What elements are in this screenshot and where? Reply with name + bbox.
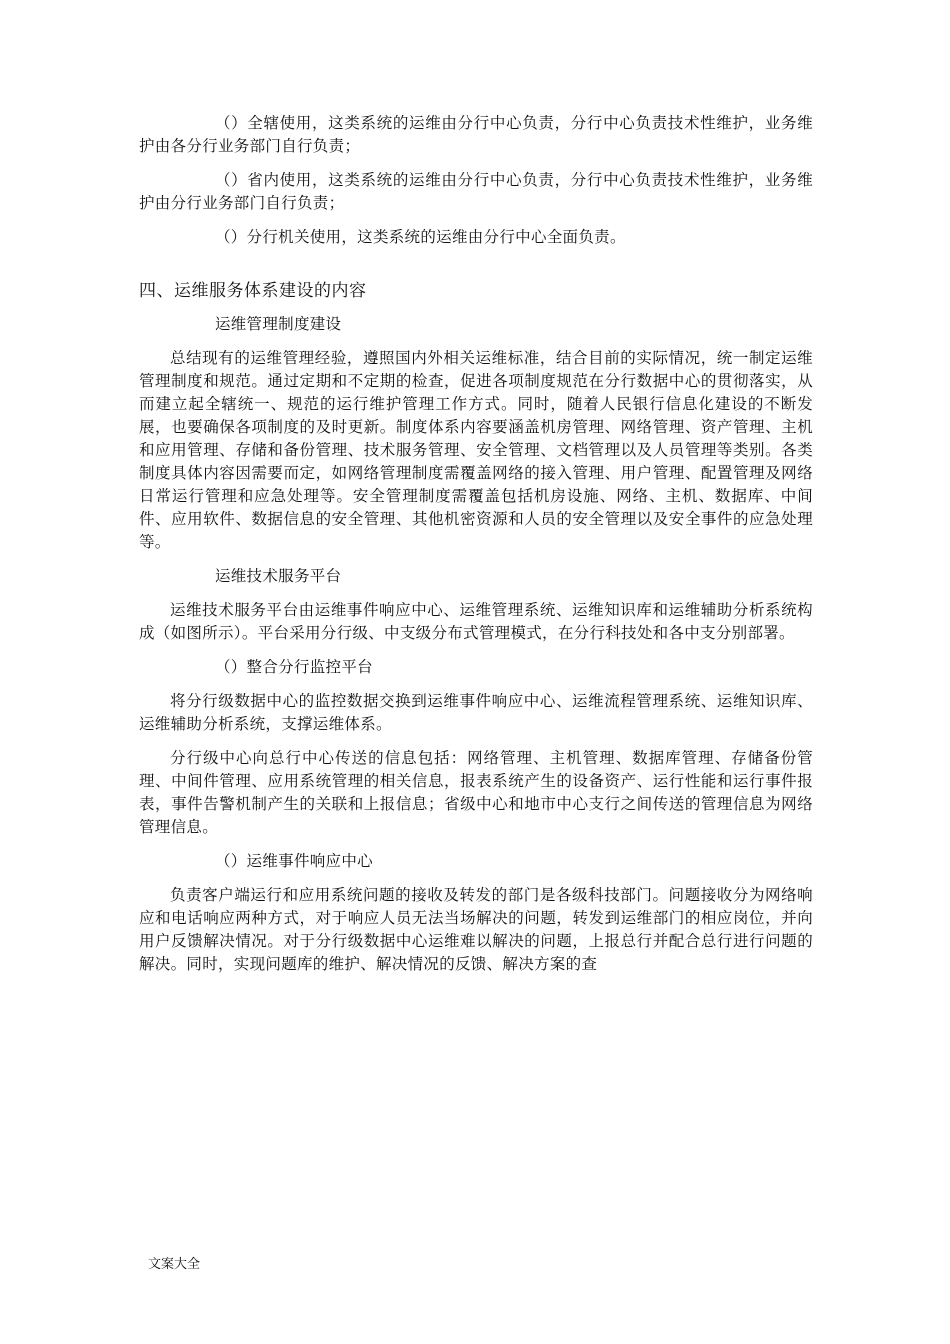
list-item-1: （）全辖使用，这类系统的运维由分行中心负责，分行中心负责技术性维护，业务维护由各分行业务部门自行负责；: [139, 114, 813, 155]
list-item-2: （）省内使用，这类系统的运维由分行中心负责，分行中心负责技术性维护，业务维护由分行业务部门自行负责；: [139, 171, 813, 212]
paragraph-info-transfer: 分行级中心向总行中心传送的信息包括：网络管理、主机管理、数据库管理、存储备份管理、中间件管理、应用系统管理的相关信息，报表系统产生的设备资产、运行性能和运行事件报表，事件告警机制产生的关联和上报信息；省级中心和地市中心支行之间传送的管理信息为网络管理信息。: [139, 749, 813, 836]
document-body: [139, 112, 813, 987]
subheading-management-system: 运维管理制度建设: [214, 315, 342, 333]
paragraph-event-response: 负责客户端运行和应用系统问题的接收及转发的部门是各级科技部门。问题接收分为网络响应和电话响应两种方式，对于响应人员无法当场解决的问题，转发到运维部门的相应岗位，并向用户反馈解决情况。对于分行级数据中心运维难以解决的问题，上报总行并配合总行进行问题的解决。同时，实现问题库的维护、解决情况的反馈、解决方案的查: [139, 886, 813, 973]
paragraph-service-platform: 运维技术服务平台由运维事件响应中心、运维管理系统、运维知识库和运维辅助分析系统构成（如图所示）。平台采用分行级、中支级分布式管理模式，在分行科技处和各中支分别部署。: [139, 601, 813, 642]
list-item-3: （）分行机关使用，这类系统的运维由分行中心全面负责。: [214, 228, 626, 246]
footer-text: 文案大全: [148, 1257, 201, 1272]
subheading-event-response: （）运维事件响应中心: [214, 852, 373, 870]
paragraph-monitoring-exchange: 将分行级数据中心的监控数据交换到运维事件响应中心、运维流程管理系统、运维知识库、运维辅助分析系统，支撑运维体系。: [139, 692, 813, 733]
subheading-monitoring-platform: （）整合分行监控平台: [214, 658, 373, 676]
paragraph-management-system: 总结现有的运维管理经验，遵照国内外相关运维标准，结合目前的实际情况，统一制定运维管理制度和规范。通过定期和不定期的检查，促进各项制度规范在分行数据中心的贯彻落实，从而建立起全辖统一、规范的运行维护管理工作方式。同时，随着人民银行信息化建设的不断发展，也要确保各项制度的及时更新。制度体系内容要涵盖机房管理、网络管理、资产管理、主机和应用管理、存储和备份管理、技术服务管理、安全管理、文档管理以及人员管理等类别。各类制度具体内容因需要而定，如网络管理制度需覆盖网络的接入管理、用户管理、配置管理及网络日常运行管理和应急处理等。安全管理制度需覆盖包括机房设施、网络、主机、数据库、中间件、应用软件、数据信息的安全管理、其他机密资源和人员的安全管理以及安全事件的应急处理等。: [139, 349, 813, 551]
subheading-service-platform: 运维技术服务平台: [214, 567, 342, 585]
section-heading: 四、运维服务体系建设的内容: [139, 281, 367, 301]
